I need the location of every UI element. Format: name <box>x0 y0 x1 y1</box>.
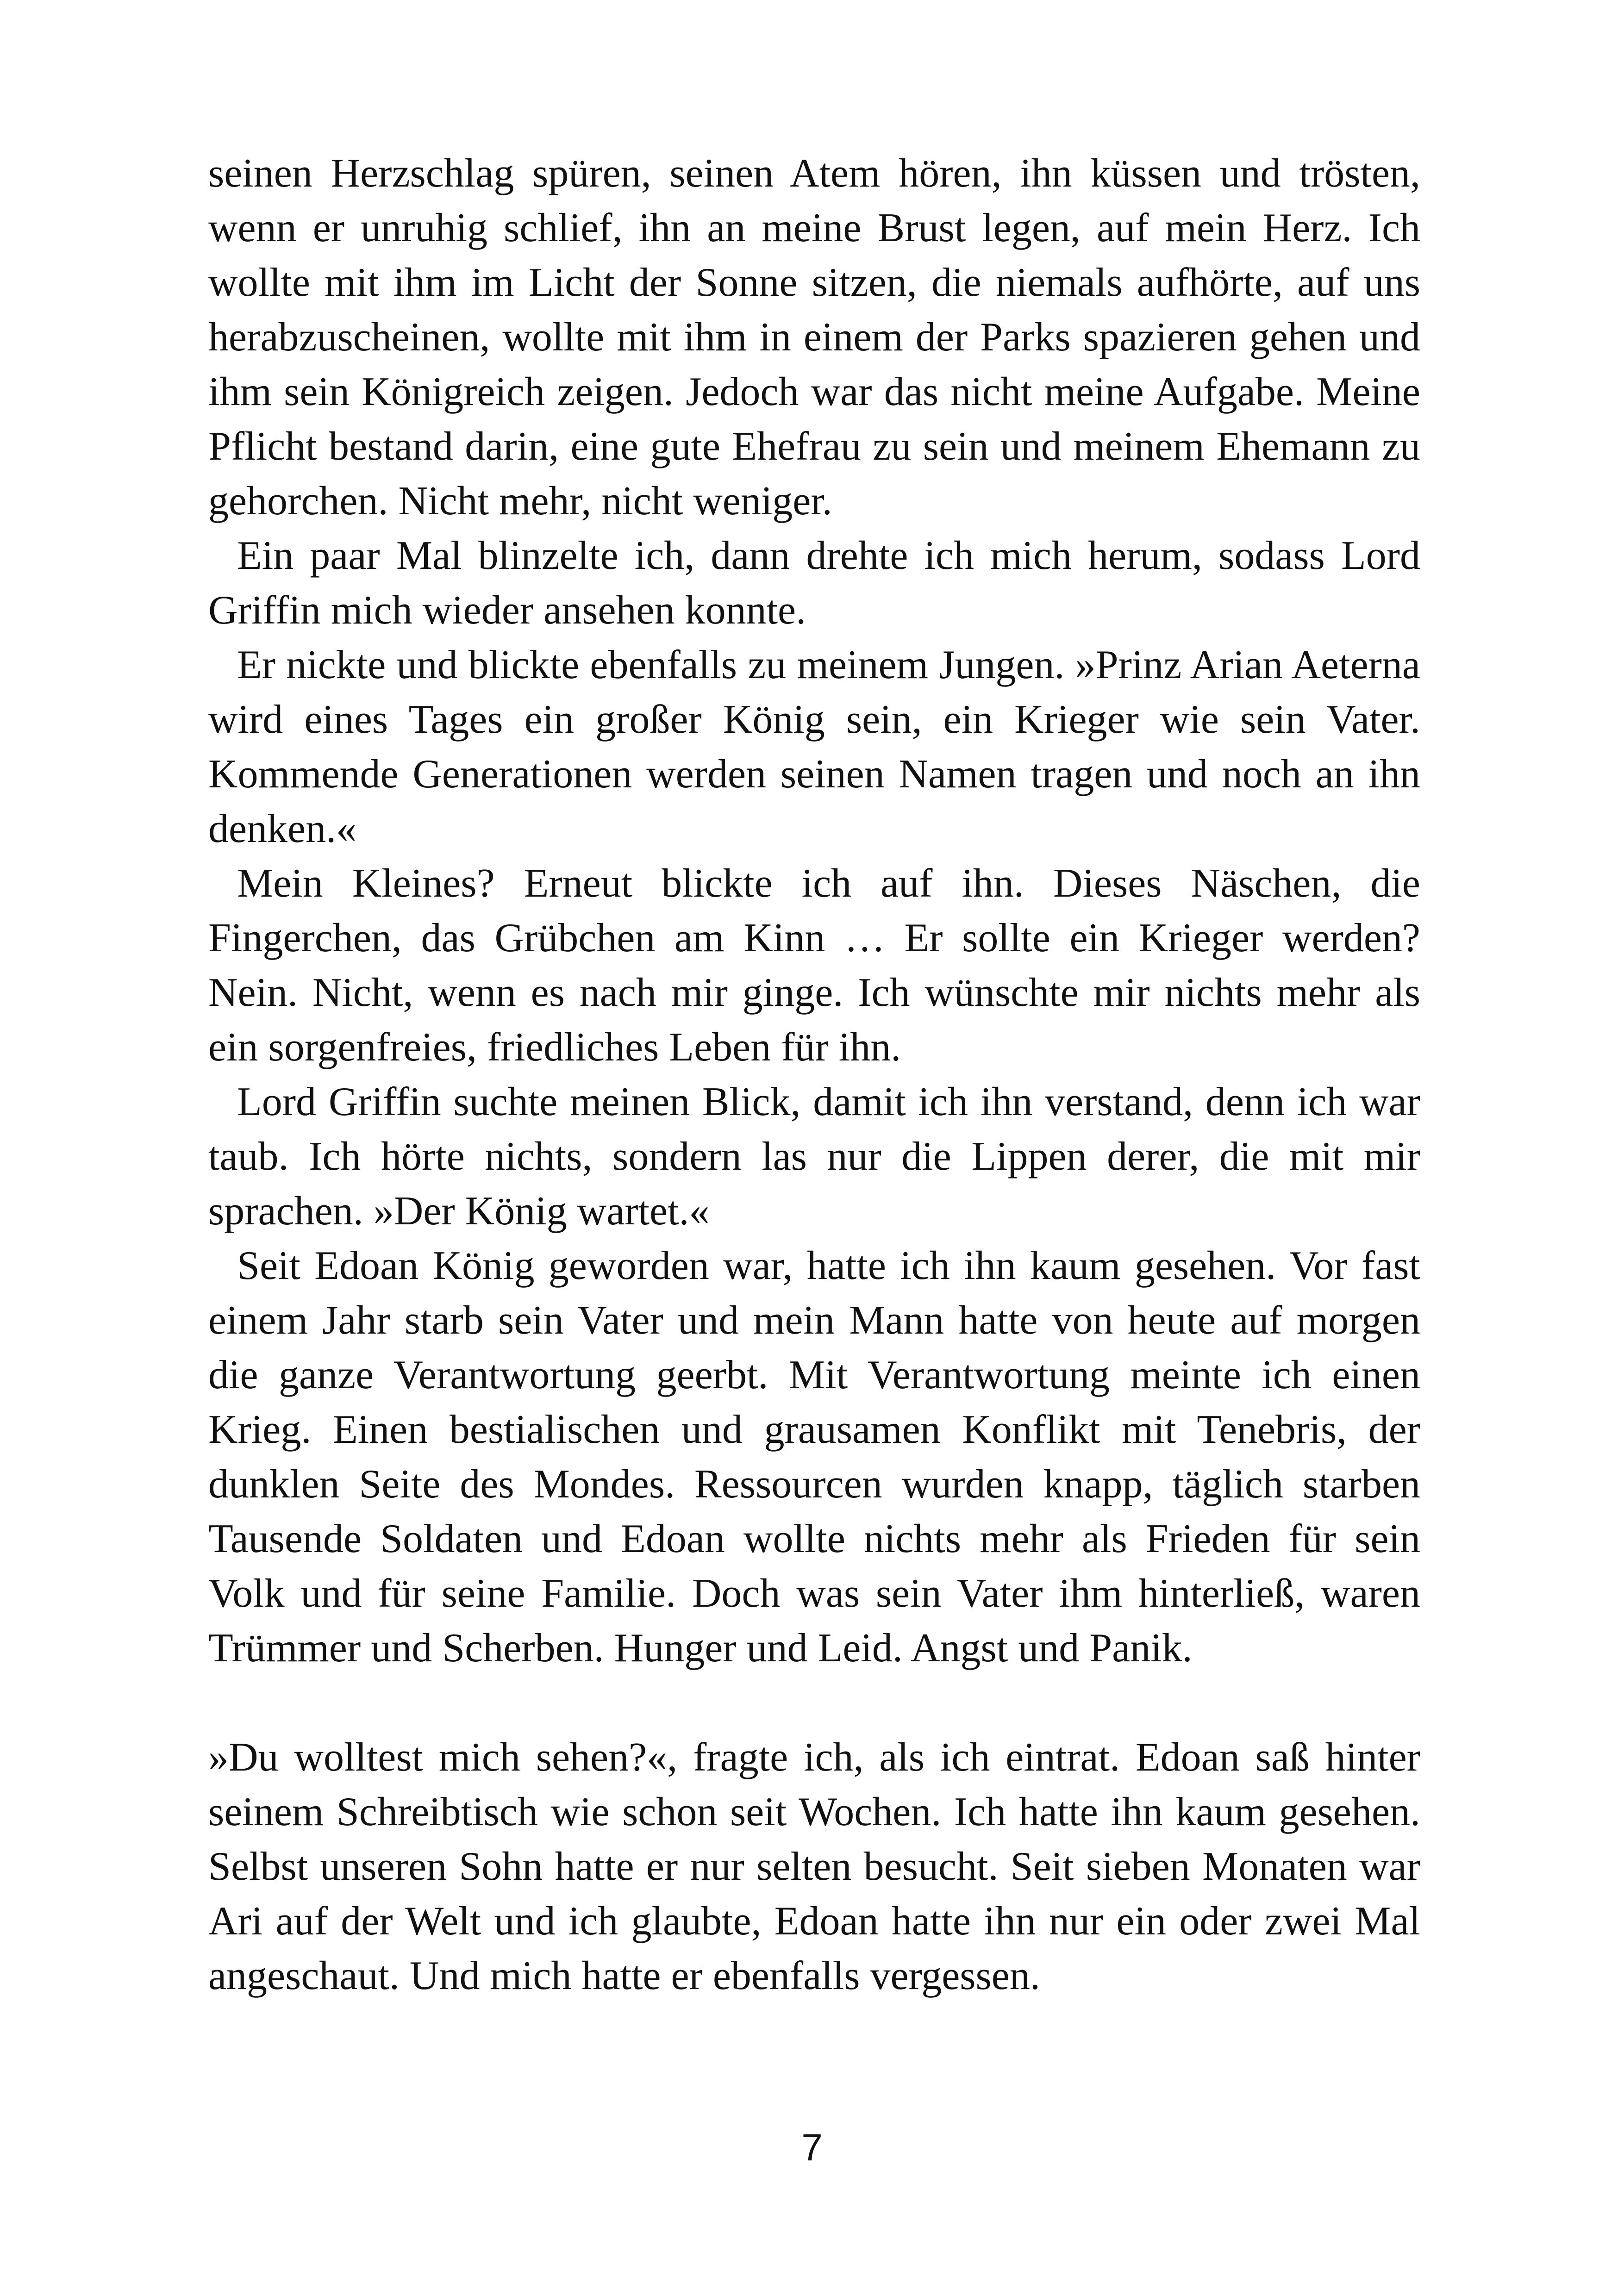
page-number: 7 <box>801 2127 823 2169</box>
section-break <box>208 1676 1420 1730</box>
paragraph: Lord Griffin suchte meinen Blick, damit ich ihn verstand, denn ich war taub. Ich hörte nichts, sondern las nur die Lippen derer, die mit mir sprachen. »Der König wartet.« <box>208 1079 1420 1234</box>
paragraph: Mein Kleines? Erneut blickte ich auf ihn. Dieses Näschen, die Fingerchen, das Grübchen am Kinn … Er sollte ein Krieger werden? Nein. Nicht, wenn es nach mir ginge. Ich wünschte mir nichts mehr als ein sorgenfreies, friedliches Leben für ihn. <box>208 861 1420 1070</box>
paragraph: Er nickte und blickte ebenfalls zu meinem Jungen. »Prinz Arian Aeterna wird eines Tages ein großer König sein, ein Krieger wie sein Vater. Kommende Generationen werden seinen Namen tragen und noch an ihn denken.« <box>208 642 1420 851</box>
paragraph: Seit Edoan König geworden war, hatte ich ihn kaum gesehen. Vor fast einem Jahr starb sein Vater und mein Mann hatte von heute auf morgen die ganze Verantwortung geerbt. Mit Verantwortung meinte ich einen Krieg. Einen bestialischen und grausamen Konflikt mit Tenebris, der dunklen Seite des Mondes. Ressourcen wurden knapp, täglich starben Tausende Soldaten und Edoan wollte nichts mehr als Frieden für sein Volk und für seine Familie. Doch was sein Vater ihm hinterließ, waren Trümmer und Scherben. Hunger und Leid. Angst und Panik. <box>208 1243 1420 1671</box>
body-text <box>208 146 1420 2003</box>
paragraph: seinen Herzschlag spüren, seinen Atem hören, ihn küssen und trösten, wenn er unruhig schlief, ihn an meine Brust legen, auf mein Herz. Ich wollte mit ihm im Licht der Sonne sitzen, die niemals aufhörte, auf uns herabzuscheinen, wollte mit ihm in einem der Parks spazieren gehen und ihm sein Königreich zeigen. Jedoch war das nicht meine Aufgabe. Meine Pflicht bestand darin, eine gute Ehefrau zu sein und meinem Ehemann zu gehorchen. Nicht mehr, nicht weniger. <box>208 151 1420 524</box>
paragraph: Ein paar Mal blinzelte ich, dann drehte ich mich herum, sodass Lord Griffin mich wieder ansehen konnte. <box>208 533 1420 633</box>
paragraph: »Du wolltest mich sehen?«, fragte ich, als ich eintrat. Edoan saß hinter seinem Schreibtisch wie schon seit Wochen. Ich hatte ihn kaum gesehen. Selbst unseren Sohn hatte er nur selten besucht. Seit sieben Monaten war Ari auf der Welt und ich glaubte, Edoan hatte ihn nur ein oder zwei Mal angeschaut. Und mich hatte er ebenfalls vergessen. <box>208 1735 1420 1998</box>
